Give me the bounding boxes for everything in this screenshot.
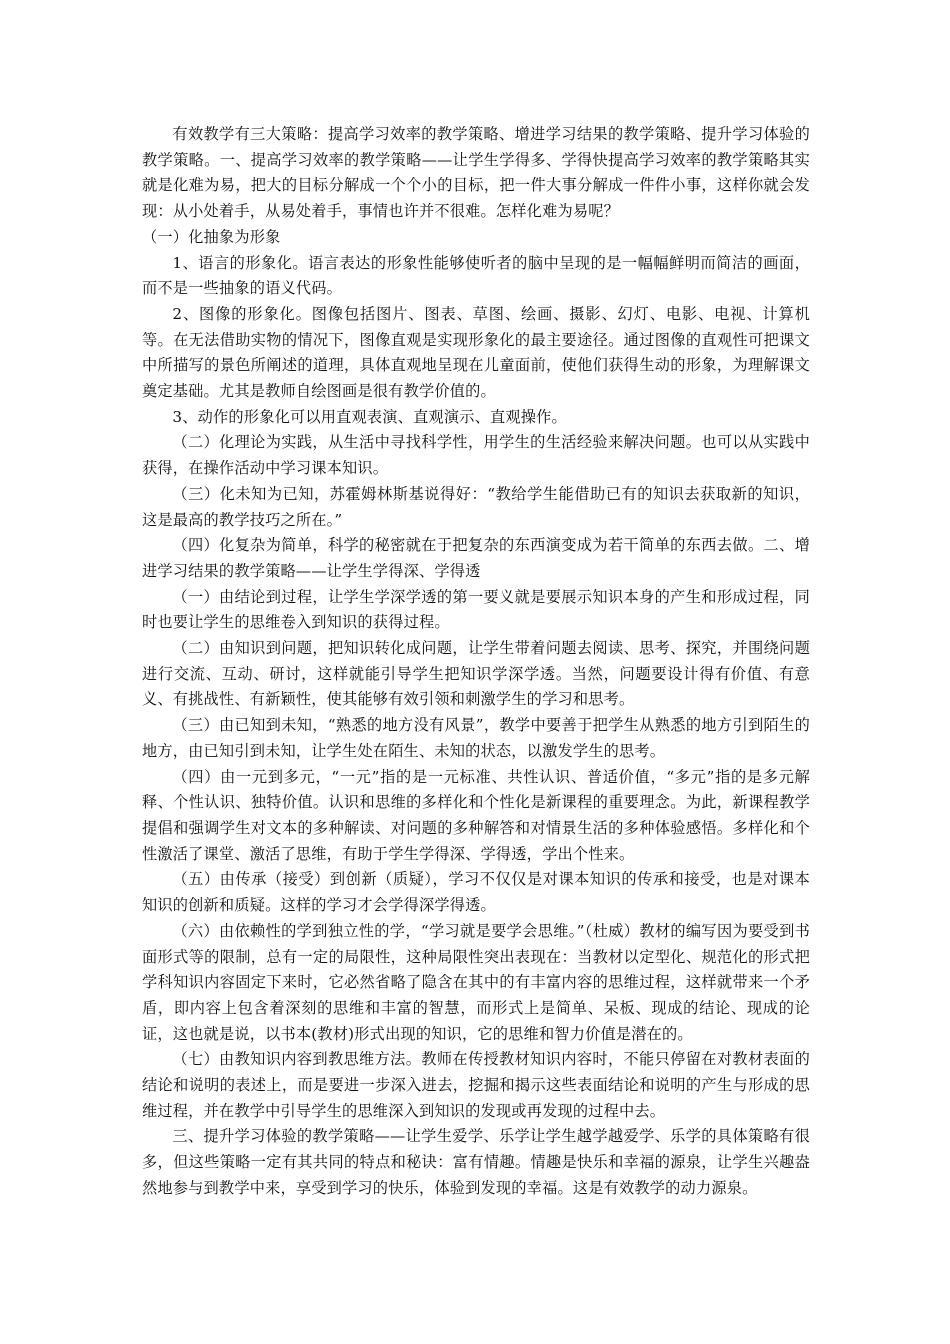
paragraph-theory-to-practice: （二）化理论为实践，从生活中寻找科学性，用学生的生活经验来解决问题。也可以从实践中获得，在操作活动中学习课本知识。 — [142, 433, 810, 478]
paragraph-known-to-unknown: （三）由已知到未知，“熟悉的地方没有风景”，教学中要善于把学生从熟悉的地方引到陌生的地方，由已知引到未知，让学生处在陌生、未知的状态，以激发学生的思考。 — [142, 716, 810, 760]
paragraph-learning-experience: 三、提升学习体验的教学策略——让学生爱学、乐学让学生越学越爱学、乐学的具体策略有很多，但这些策略一定有其共同的特点和秘诀：富有情趣。情趣是快乐和幸福的源泉，让学生兴趣盎然地参与到教学中来，享受到学习的快乐，体验到发现的幸福。这是有效教学的动力源泉。 — [142, 1127, 810, 1197]
document-body — [142, 122, 810, 1202]
paragraph-action-imagery: 3、动作的形象化可以用直观表演、直观演示、直观操作。 — [172, 407, 567, 426]
paragraph-single-to-multiple: （四）由一元到多元，“一元”指的是一元标准、共性认识、普适价值，“多元”指的是多元解释、个性认识、独特价值。认识和思维的多样化和个性化是新课程的重要理念。为此，新课程教学提倡和强调学生对文本的多种解读、对问题的多种解答和对情景生活的多种体验感悟。多样化和个性激活了课堂、激活了思维，有助于学生学得深、学得透，学出个性来。 — [142, 767, 810, 863]
paragraph-knowledge-to-thinking: （七）由教知识内容到教思维方法。教师在传授教材知识内容时，不能只停留在对教材表面的结论和说明的表述上，而是要进一步深入进去，挖掘和揭示这些表面结论和说明的产生与形成的思维过程，并在教学中引导学生的思维深入到知识的发现或再发现的过程中去。 — [142, 1050, 810, 1120]
heading-abstract-to-concrete: （一）化抽象为形象 — [142, 227, 281, 246]
paragraph-conclusion-to-process: （一）由结论到过程，让学生学深学透的第一要义就是要展示知识本身的产生和形成过程，同时也要让学生的思维卷入到知识的获得过程。 — [142, 587, 810, 632]
paragraph-knowledge-to-question: （二）由知识到问题，把知识转化成问题，让学生带着问题去阅读、思考、探究，并围绕问题进行交流、互动、研讨，这样就能引导学生把知识学深学透。当然，问题要设计得有价值、有意义、有挑战性、有新颖性，使其能够有效引领和刺激学生的学习和思考。 — [142, 639, 810, 709]
paragraph-language-imagery: 1、语言的形象化。语言表达的形象性能够使听者的脑中呈现的是一幅幅鲜明而简洁的画面，而不是一些抽象的语义代码。 — [142, 253, 810, 298]
paragraph-dependent-to-independent: （六）由依赖性的学到独立性的学，“学习就是要学会思维。”（杜威）教材的编写因为要受到书面形式等的限制，总有一定的局限性，这种局限性突出表现在：当教材以定型化、规范化的形式把学科知识内容固定下来时，它必然省略了隐含在其中的有丰富内容的思维过程，这样就带来一个矛盾，即内容上包含着深刻的思维和丰富的智慧，而形式上是简单、呆板、现成的结论、现成的论证，这也就是说，以书本(教材)形式出现的知识，它的思维和智力价值是潜在的。 — [142, 921, 810, 1043]
paragraph-inherit-to-innovate: （五）由传承（接受）到创新（质疑），学习不仅仅是对课本知识的传承和接受，也是对课本知识的创新和质疑。这样的学习才会学得深学得透。 — [142, 870, 810, 915]
paragraph-complex-to-simple: （四）化复杂为简单，科学的秘密就在于把复杂的东西演变成为若干简单的东西去做。二、增进学习结果的教学策略——让学生学得深、学得透 — [142, 536, 810, 580]
paragraph-intro: 有效教学有三大策略：提高学习效率的教学策略、增进学习结果的教学策略、提升学习体验的教学策略。一、提高学习效率的教学策略——让学生学得多、学得快提高学习效率的教学策略其实就是化难为易，把大的目标分解成一个个小的目标，把一件大事分解成一件件小事，这样你就会发现：从小处着手，从易处着手，事情也许并不很难。怎样化难为易呢？ — [142, 125, 810, 221]
paragraph-unknown-to-known: （三）化未知为已知，苏霍姆林斯基说得好：“教给学生能借助已有的知识去获取新的知识，这是最高的教学技巧之所在。” — [142, 484, 810, 529]
paragraph-image-imagery: 2、图像的形象化。图像包括图片、图表、草图、绘画、摄影、幻灯、电影、电视、计算机等。在无法借助实物的情况下，图像直观是实现形象化的最主要途径。通过图像的直观性可把课文中所描写的景色所阐述的道理，具体直观地呈现在儿童面前，使他们获得生动的形象，为理解课文奠定基础。尤其是教师自绘图画是很有教学价值的。 — [142, 304, 810, 401]
